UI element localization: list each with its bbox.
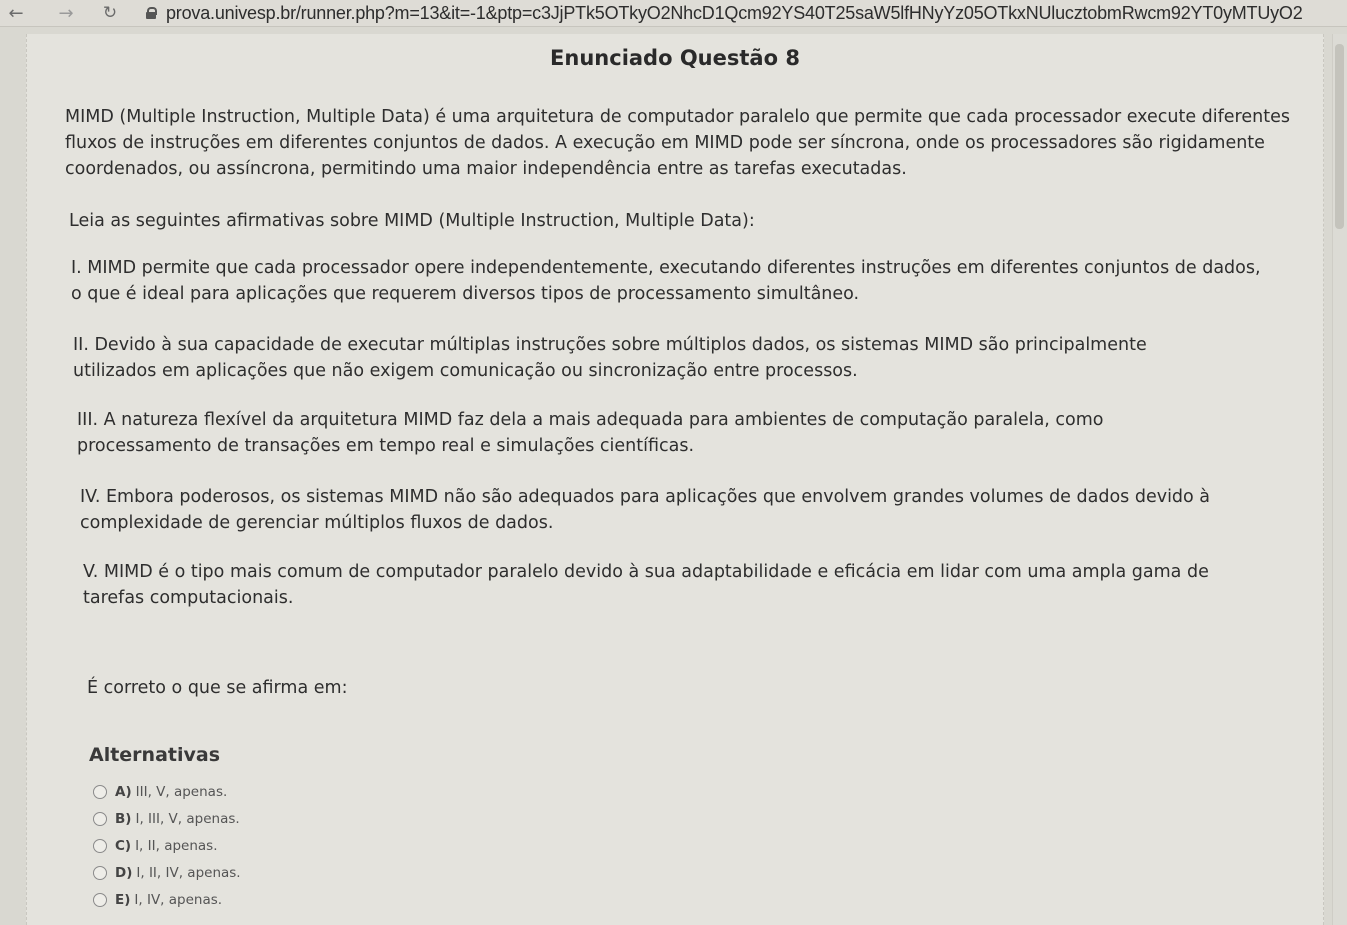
option-b[interactable] [93, 811, 240, 827]
arrow-right-icon[interactable]: → [58, 2, 74, 24]
statement-iii: III. A natureza flexível da arquitetura MIMD faz dela a mais adequada para ambientes de computação paralela, como processamento de transações em tempo real e simulações científicas. [77, 410, 1104, 456]
option-text: III, V, apenas. [135, 784, 228, 800]
statement-i: I. MIMD permite que cada processador opere independentemente, executando diferentes instruções em diferentes conjuntos de dados, o que é ideal para aplicações que requerem diversos tipos de processamento simultâneo. [71, 258, 1261, 304]
radio-button[interactable] [93, 839, 107, 853]
scrollbar-thumb[interactable] [1335, 44, 1344, 229]
question-title: Enunciado Questão 8 [550, 46, 800, 70]
exam-page [26, 34, 1324, 925]
lock-icon [146, 7, 156, 19]
radio-button[interactable] [93, 866, 107, 880]
option-letter: E) [115, 892, 131, 908]
radio-button[interactable] [93, 893, 107, 907]
option-text: I, IV, apenas. [134, 892, 223, 908]
radio-button[interactable] [93, 812, 107, 826]
reload-icon[interactable]: ↻ [102, 3, 118, 23]
option-e[interactable] [93, 892, 222, 908]
option-text: I, II, apenas. [135, 838, 218, 854]
address-bar[interactable]: prova.univesp.br/runner.php?m=13&it=-1&ptp=c3JjPTk5OTkyO2NhcD1Qcm92YS40T25saW5lfHNyYz05OTkxNUlucztobmRwcm92YT0yMTUyO2 [166, 2, 1303, 23]
option-letter: B) [115, 811, 132, 827]
question-prompt: É correto o que se afirma em: [87, 678, 348, 698]
option-c[interactable] [93, 838, 218, 854]
arrow-left-icon[interactable]: ← [8, 2, 24, 24]
question-lead: Leia as seguintes afirmativas sobre MIMD (Multiple Instruction, Multiple Data): [69, 211, 755, 231]
option-letter: C) [115, 838, 132, 854]
question-intro: MIMD (Multiple Instruction, Multiple Data) é uma arquitetura de computador paralelo que permite que cada processador execute diferentes fluxos de instruções em diferentes conjuntos de dados. A execução em MIMD pode ser síncrona, onde os processadores são rigidamente coordenados, ou assíncrona, permitindo uma maior independência entre as tarefas executadas. [65, 107, 1290, 179]
option-text: I, II, IV, apenas. [136, 865, 241, 881]
option-letter: A) [115, 784, 132, 800]
browser-toolbar [0, 0, 1347, 27]
option-text: I, III, V, apenas. [135, 811, 240, 827]
statement-ii: II. Devido à sua capacidade de executar múltiplas instruções sobre múltiplos dados, os sistemas MIMD são principalmente utilizados em aplicações que não exigem comunicação ou sincronização entre processos. [73, 335, 1147, 381]
scrollbar[interactable] [1332, 34, 1347, 925]
option-letter: D) [115, 865, 133, 881]
statement-iv: IV. Embora poderosos, os sistemas MIMD não são adequados para aplicações que envolvem grandes volumes de dados devido à complexidade de gerenciar múltiplos fluxos de dados. [80, 487, 1211, 533]
radio-button[interactable] [93, 785, 107, 799]
statement-v: V. MIMD é o tipo mais comum de computador paralelo devido à sua adaptabilidade e eficácia em lidar com uma ampla gama de tarefas computacionais. [83, 562, 1209, 608]
option-a[interactable] [93, 784, 227, 800]
option-d[interactable] [93, 865, 241, 881]
alternatives-title: Alternativas [89, 744, 221, 766]
